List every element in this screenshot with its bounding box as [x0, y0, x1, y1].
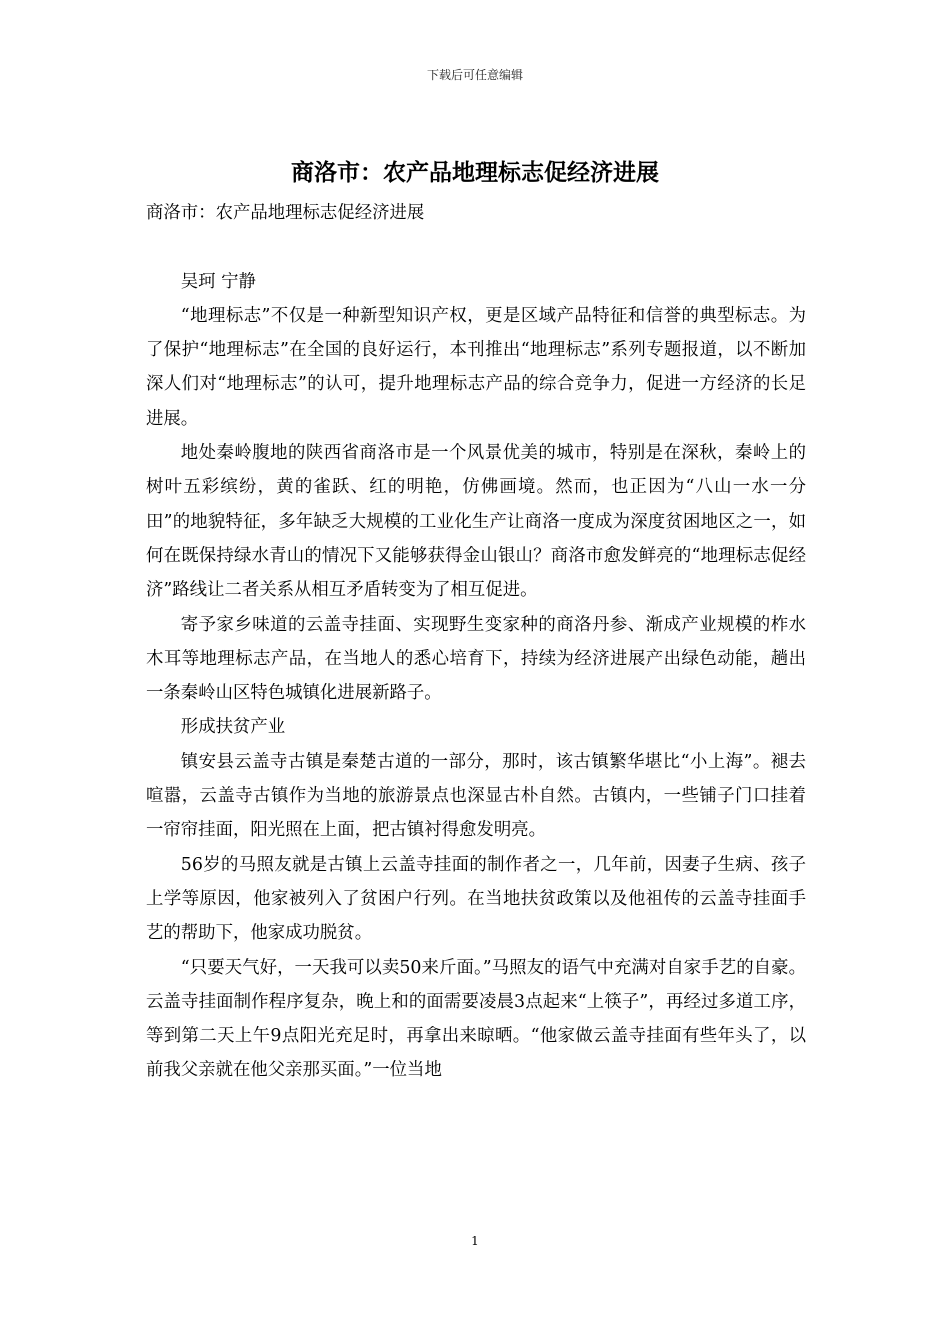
section-heading: 形成扶贫产业	[180, 717, 286, 738]
paragraph-3: 寄予家乡味道的云盖寺挂面、实现野生变家种的商洛丹参、渐成产业规模的柞水木耳等地理标志产品，在当地人的悉心培育下，持续为经济进展产出绿色动能，趟出一条秦岭山区特色城镇化进展新路子。	[146, 614, 806, 704]
paragraph-1: “地理标志”不仅是一种新型知识产权，更是区域产品特征和信誉的典型标志。为了保护“地理标志”在全国的良好运行，本刊推出“地理标志”系列专题报道，以不断加深人们对“地理标志”的认可，提升地理标志产品的综合竞争力，促进一方经济的长足进展。	[146, 305, 806, 429]
paragraph-2: 地处秦岭腹地的陕西省商洛市是一个风景优美的城市，特别是在深秋，秦岭上的树叶五彩缤纷，黄的雀跃、红的明艳，仿佛画境。然而，也正因为“八山一水一分田”的地貌特征，多年缺乏大规模的工业化生产让商洛一度成为深度贫困地区之一，如何在既保持绿水青山的情况下又能够获得金山银山？商洛市愈发鲜亮的“地理标志促经济”路线让二者关系从相互矛盾转变为了相互促进。	[146, 443, 806, 601]
paragraph-5: 56岁的马照友就是古镇上云盖寺挂面的制作者之一，几年前，因妻子生病、孩子上学等原因，他家被列入了贫困户行列。在当地扶贫政策以及他祖传的云盖寺挂面手艺的帮助下，他家成功脱贫。	[146, 854, 806, 944]
article-body	[146, 196, 806, 1088]
page-number: 1	[471, 1234, 479, 1248]
article-authors: 吴珂 宁静	[180, 271, 256, 292]
article-subtitle: 商洛市：农产品地理标志促经济进展	[146, 203, 425, 223]
paragraph-4: 镇安县云盖寺古镇是秦楚古道的一部分，那时，该古镇繁华堪比“小上海”。褪去喧嚣，云盖寺古镇作为当地的旅游景点也深显古朴自然。古镇内，一些铺子门口挂着一帘帘挂面，阳光照在上面，把古镇衬得愈发明亮。	[146, 751, 806, 841]
document-title: 商洛市：农产品地理标志促经济进展	[291, 159, 659, 186]
paragraph-6: “只要天气好，一天我可以卖50来斤面。”马照友的语气中充满对自家手艺的自豪。云盖寺挂面制作程序复杂，晚上和的面需要凌晨3点起来“上筷子”，再经过多道工序，等到第二天上午9点阳光充足时，再拿出来晾晒。“他家做云盖寺挂面有些年头了，以前我父亲就在他父亲那买面。”一位当地	[146, 957, 806, 1081]
page-header: 下载后可任意编辑	[426, 68, 523, 82]
blank-line	[146, 230, 806, 264]
